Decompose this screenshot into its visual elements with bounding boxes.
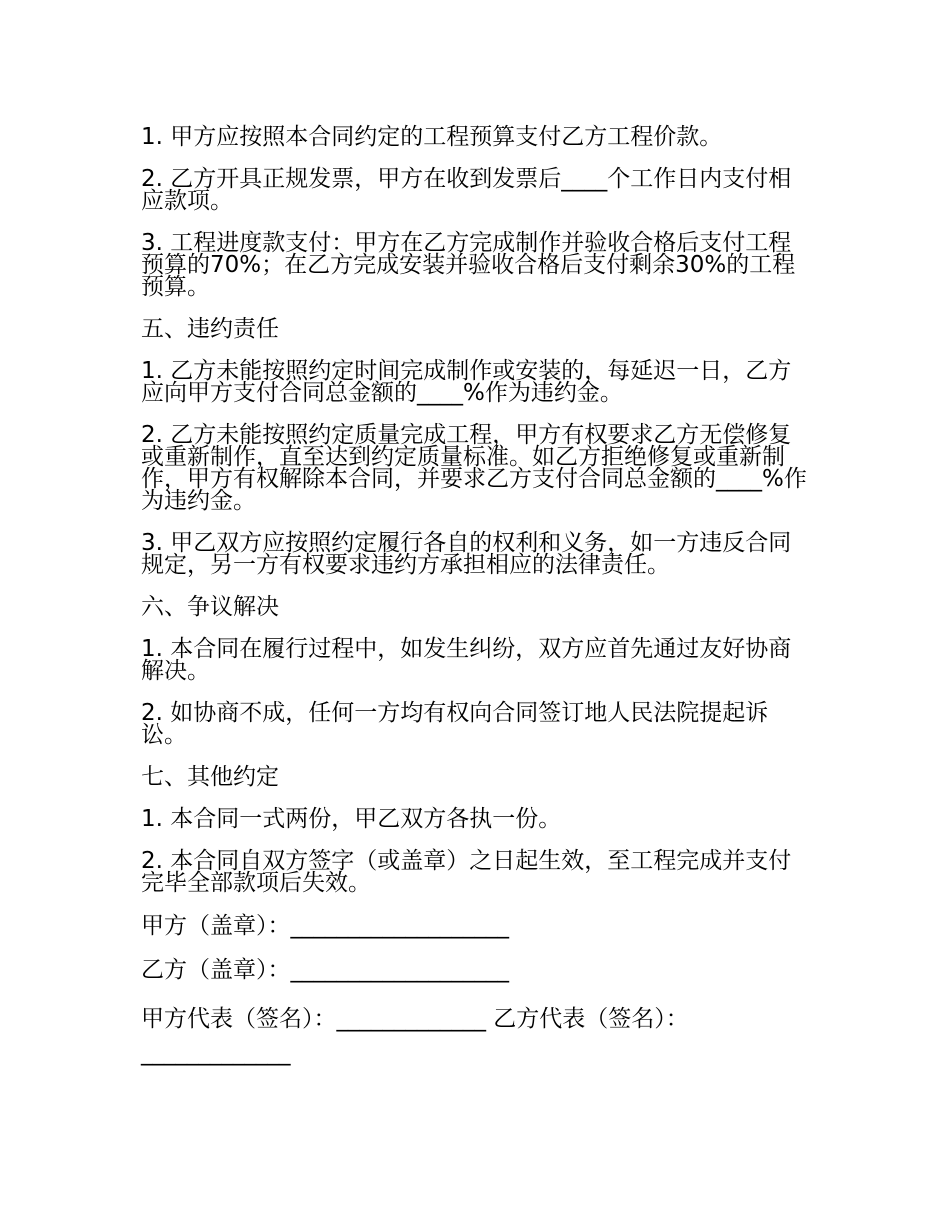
representatives-signature-line: 甲方代表（签名）：_____________ 乙方代表（签名）：_____________	[141, 1006, 689, 1066]
party-a-seal-line: 甲方（盖章）：___________________	[141, 913, 509, 939]
section-heading-other-terms: 七、其他约定	[141, 764, 279, 790]
section-heading-dispute-resolution: 六、争议解决	[141, 594, 279, 620]
clause-5-2: 2. 乙方未能按照约定质量完成工程，甲方有权要求乙方无偿修复或重新制作，直至达到约定质量标准。如乙方拒绝修复或重新制作，甲方有权解除本合同，并要求乙方支付合同总金额的____%作为违约金。	[141, 422, 807, 514]
clause-7-1: 1. 本合同一式两份，甲乙双方各执一份。	[141, 806, 562, 832]
clause-7-2: 2. 本合同自双方签字（或盖章）之日起生效，至工程完成并支付完毕全部款项后失效。	[141, 848, 792, 896]
clause-4-2: 2. 乙方开具正规发票，甲方在收到发票后____个工作日内支付相应款项。	[141, 166, 792, 214]
clause-6-2: 2. 如协商不成，任何一方均有权向合同签订地人民法院提起诉讼。	[141, 700, 769, 748]
section-heading-breach-liability: 五、违约责任	[141, 316, 279, 342]
clause-4-1: 1. 甲方应按照本合同约定的工程预算支付乙方工程价款。	[141, 124, 723, 150]
clause-6-1: 1. 本合同在履行过程中，如发生纠纷，双方应首先通过友好协商解决。	[141, 636, 792, 684]
document-body	[141, 126, 813, 1090]
party-b-seal-line: 乙方（盖章）：___________________	[141, 957, 509, 983]
clause-5-3: 3. 甲乙双方应按照约定履行各自的权利和义务，如一方违反合同规定，另一方有权要求违约方承担相应的法律责任。	[141, 530, 792, 578]
clause-5-1: 1. 乙方未能按照约定时间完成制作或安装的，每延迟一日，乙方应向甲方支付合同总金额的____%作为违约金。	[141, 358, 792, 406]
clause-4-3: 3. 工程进度款支付：甲方在乙方完成制作并验收合格后支付工程预算的70%；在乙方完成安装并验收合格后支付剩余30%的工程预算。	[141, 230, 796, 300]
